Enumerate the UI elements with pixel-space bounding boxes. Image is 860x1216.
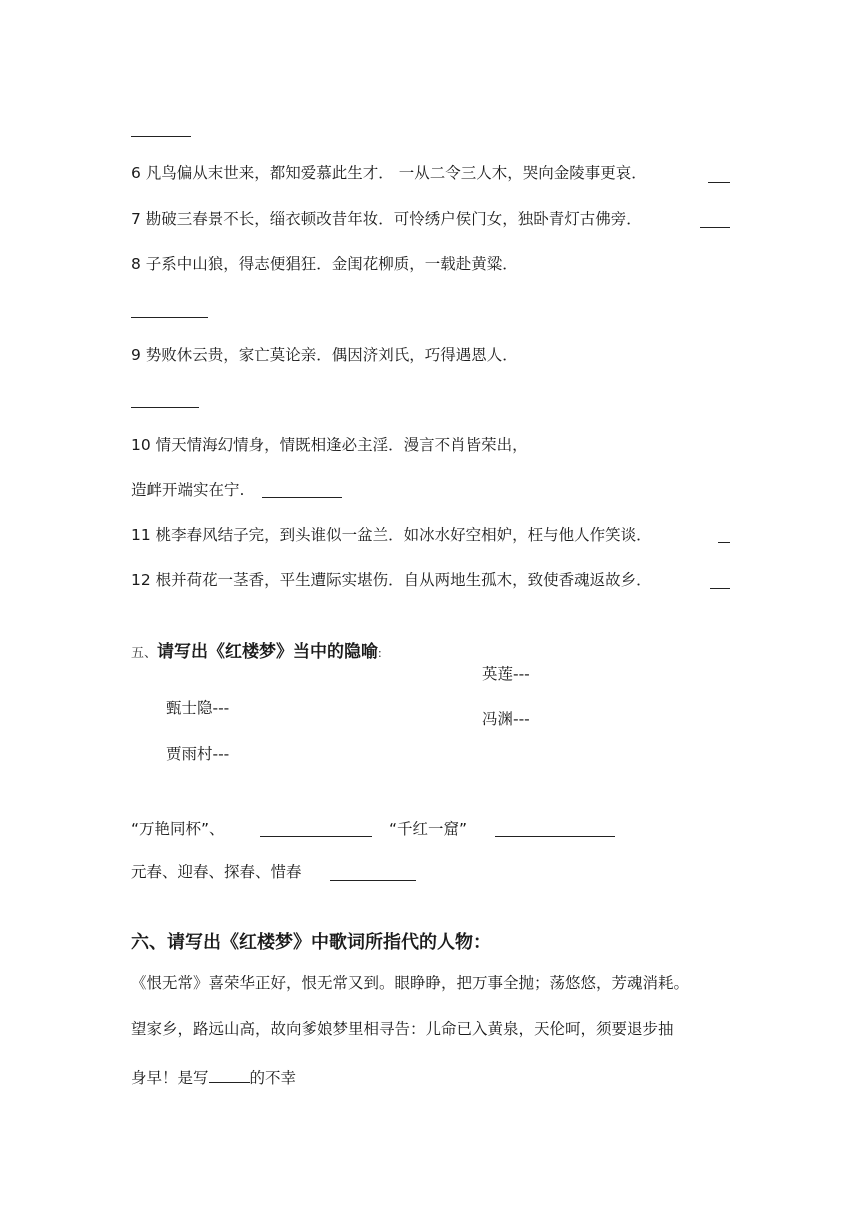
answer-blank-lyric[interactable] bbox=[209, 1066, 250, 1083]
lyric-line-2: 望家乡，路远山高，故向爹娘梦里相寻告：儿命已入黄泉，天伦呵，须要退步抽 bbox=[131, 1020, 674, 1038]
metaphor-jia-yu-cun: 贾雨村--- bbox=[166, 745, 230, 763]
poem-line-12 bbox=[131, 569, 652, 591]
answer-line-12[interactable] bbox=[710, 588, 730, 589]
poem-line-10 bbox=[131, 434, 528, 456]
answer-line-top[interactable] bbox=[131, 136, 191, 137]
poem-text-10b: 造衅开端实在宁. bbox=[131, 481, 245, 499]
answer-line-7[interactable] bbox=[700, 227, 730, 228]
poem-line-11 bbox=[131, 524, 652, 546]
section-5-colon: : bbox=[378, 645, 382, 660]
poem-line-9 bbox=[131, 344, 518, 366]
section-6-title: 六、请写出《红楼梦》中歌词所指代的人物： bbox=[131, 932, 491, 953]
poem-text-8: 8 子系中山狼，得志便猖狂．金闺花柳质，一载赴黄粱． bbox=[131, 255, 518, 273]
lyric-line-3-end: 的不幸 bbox=[249, 1069, 297, 1087]
poem-line-10-cont bbox=[131, 479, 244, 501]
poem-line-8 bbox=[131, 253, 518, 275]
section-5-title: 请写出《红楼梦》当中的隐喻 bbox=[157, 642, 379, 662]
poem-text-9: 9 势败休云贵，家亡莫论亲．偶因济刘氏，巧得遇恩人． bbox=[131, 346, 518, 364]
metaphor-zhen-shi-yin: 甄士隐--- bbox=[166, 699, 230, 717]
poem-text-10a: 10 情天情海幻情身，情既相逢必主淫．漫言不肖皆荣出， bbox=[131, 436, 528, 454]
metaphor-feng-yuan: 冯渊--- bbox=[482, 710, 530, 728]
metaphor-ying-lian: 英莲--- bbox=[482, 665, 530, 683]
poem-text-7: 7 勘破三春景不长，缁衣顿改昔年妆．可怜绣户侯门女，独卧青灯古佛旁． bbox=[131, 210, 642, 228]
metaphor-qian-hong: “千红一窟” bbox=[389, 820, 468, 838]
section-5-heading bbox=[131, 637, 382, 662]
answer-line-four-sisters[interactable] bbox=[330, 880, 416, 881]
lyric-line-3-start: 身早！是写 bbox=[131, 1069, 209, 1087]
answer-line-9[interactable] bbox=[131, 407, 199, 408]
metaphor-four-sisters: 元春、迎春、探春、惜春 bbox=[131, 863, 302, 881]
poem-line-7 bbox=[131, 208, 642, 230]
answer-line-10[interactable] bbox=[262, 497, 342, 498]
answer-line-11[interactable] bbox=[718, 542, 730, 543]
answer-line-wan-yan[interactable] bbox=[260, 836, 372, 837]
answer-line-qian-hong[interactable] bbox=[495, 836, 615, 837]
poem-text-11: 11 桃李春风结子完，到头谁似一盆兰．如冰水好空相妒，枉与他人作笑谈． bbox=[131, 526, 652, 544]
lyric-line-3 bbox=[131, 1066, 296, 1089]
answer-line-6[interactable] bbox=[708, 182, 730, 183]
poem-text-12: 12 根并荷花一茎香，平生遭际实堪伤．自从两地生孤木，致使香魂返故乡． bbox=[131, 571, 652, 589]
metaphor-wan-yan: “万艳同杯”、 bbox=[131, 820, 225, 838]
lyric-line-1: 《恨无常》喜荣华正好，恨无常又到。眼睁睁，把万事全抛；荡悠悠，芳魂消耗。 bbox=[131, 974, 690, 992]
section-5-number: 五、 bbox=[131, 645, 158, 660]
poem-line-6 bbox=[131, 162, 647, 184]
answer-line-8[interactable] bbox=[131, 317, 208, 318]
poem-text-6: 6 凡鸟偏从末世来，都知爱慕此生才． 一从二令三人木，哭向金陵事更哀． bbox=[131, 164, 647, 182]
